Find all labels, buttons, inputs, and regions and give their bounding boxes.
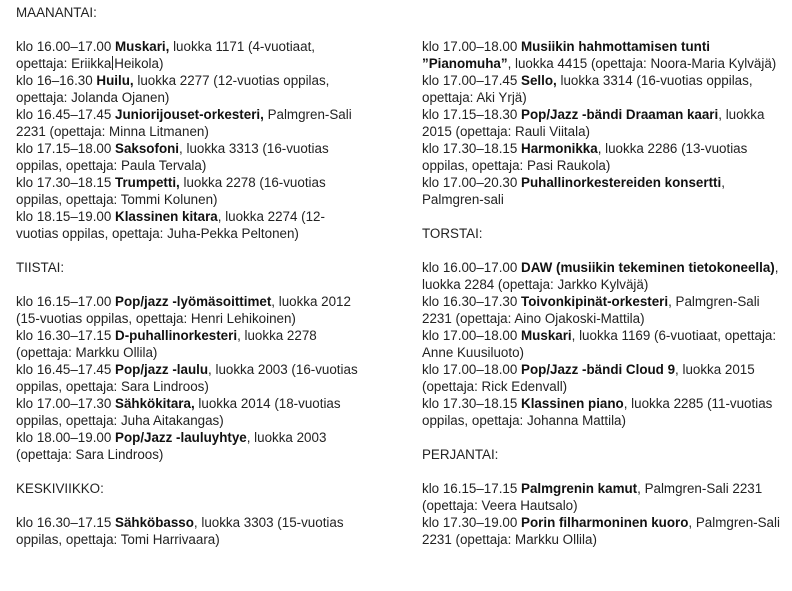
schedule-entry[interactable]: klo 17.30–18.15 Trumpetti, luokka 2278 (16-vuotias oppilas, opettaja: Tommi Kolunen) bbox=[16, 175, 326, 207]
day-heading-monday[interactable]: MAANANTAI: bbox=[16, 5, 97, 20]
day-heading-thursday[interactable]: TORSTAI: bbox=[422, 226, 483, 241]
schedule-entry[interactable]: klo 17.30–19.00 Porin filharmoninen kuoro, Palmgren-Sali 2231 (opettaja: Markku Ollila) bbox=[422, 515, 780, 547]
day-heading-friday[interactable]: PERJANTAI: bbox=[422, 447, 499, 462]
schedule-entry[interactable]: klo 16.30–17.30 Toivonkipinät-orkesteri, Palmgren-Sali 2231 (opettaja: Aino Ojakoski-Mattila) bbox=[422, 294, 760, 326]
schedule-entry[interactable]: klo 17.00–18.00 Muskari, luokka 1169 (6-vuotiaat, opettaja: Anne Kuusiluoto) bbox=[422, 328, 777, 360]
schedule-entry[interactable]: klo 17.15–18.30 Pop/Jazz -bändi Draaman kaari, luokka 2015 (opettaja: Rauli Viitala) bbox=[422, 107, 765, 139]
schedule-entry[interactable]: klo 16.30–17.15 Sähköbasso, luokka 3303 (15-vuotias oppilas, opettaja: Tomi Harrivaara) bbox=[16, 515, 344, 547]
left-column bbox=[16, 4, 361, 548]
schedule-entry[interactable]: klo 18.00–19.00 Pop/Jazz -lauluyhtye, luokka 2003 (opettaja: Sara Lindroos) bbox=[16, 430, 327, 462]
schedule-entry[interactable]: klo 17.30–18.15 Harmonikka, luokka 2286 (13-vuotias oppilas, opettaja: Pasi Raukola) bbox=[422, 141, 748, 173]
schedule-entry[interactable]: klo 17.00–20.30 Puhallinorkestereiden konsertti, Palmgren-sali bbox=[422, 175, 725, 207]
schedule-entry[interactable]: klo 16.45–17.45 Pop/jazz -laulu, luokka 2003 (16-vuotias oppilas, opettaja: Sara Lindroos) bbox=[16, 362, 358, 394]
day-heading-tuesday[interactable]: TIISTAI: bbox=[16, 260, 65, 275]
schedule-entry[interactable]: klo 16.00–17.00 DAW (musiikin tekeminen tietokoneella), luokka 2284 (opettaja: Jarkko Kylväjä) bbox=[422, 260, 779, 292]
right-column bbox=[422, 38, 784, 548]
schedule-entry[interactable]: klo 17.00–18.00 Pop/Jazz -bändi Cloud 9, luokka 2015 (opettaja: Rick Edenvall) bbox=[422, 362, 755, 394]
schedule-entry[interactable]: klo 17.30–18.15 Klassinen piano, luokka 2285 (11-vuotias oppilas, opettaja: Johanna Mattila) bbox=[422, 396, 773, 428]
schedule-entry[interactable]: klo 17.00–18.00 Musiikin hahmottamisen tunti ”Pianomuha”, luokka 4415 (opettaja: Noora-Maria Kylväjä) bbox=[422, 39, 777, 71]
schedule-entry[interactable]: klo 16.30–17.15 D-puhallinorkesteri, luokka 2278 (opettaja: Markku Ollila) bbox=[16, 328, 317, 360]
day-heading-wednesday[interactable]: KESKIVIIKKO: bbox=[16, 481, 104, 496]
schedule-entry[interactable]: klo 16–16.30 Huilu, luokka 2277 (12-vuotias oppilas, opettaja: Jolanda Ojanen) bbox=[16, 73, 330, 105]
schedule-entry[interactable]: klo 18.15–19.00 Klassinen kitara, luokka 2274 (12-vuotias oppilas, opettaja: Juha-Pekka Peltonen) bbox=[16, 209, 325, 241]
schedule-entry[interactable]: klo 17.00–17.45 Sello, luokka 3314 (16-vuotias oppilas, opettaja: Aki Yrjä) bbox=[422, 73, 753, 105]
schedule-entry[interactable]: klo 16.15–17.15 Palmgrenin kamut, Palmgren-Sali 2231 (opettaja: Veera Hautsalo) bbox=[422, 481, 763, 513]
schedule-entry[interactable]: klo 17.00–17.30 Sähkökitara, luokka 2014 (18-vuotias oppilas, opettaja: Juha Aitakangas) bbox=[16, 396, 341, 428]
schedule-entry[interactable]: klo 17.15–18.00 Saksofoni, luokka 3313 (16-vuotias oppilas, opettaja: Paula Tervala) bbox=[16, 141, 329, 173]
schedule-entry[interactable]: klo 16.00–17.00 Muskari, luokka 1171 (4-vuotiaat, opettaja: Eriikka Heikola) bbox=[16, 39, 316, 71]
schedule-entry[interactable]: klo 16.45–17.45 Juniorijouset-orkesteri, Palmgren-Sali 2231 (opettaja: Minna Litmanen) bbox=[16, 107, 352, 139]
schedule-entry[interactable]: klo 16.15–17.00 Pop/jazz -lyömäsoittimet, luokka 2012 (15-vuotias oppilas, opettaja: Henri Lehikoinen) bbox=[16, 294, 351, 326]
